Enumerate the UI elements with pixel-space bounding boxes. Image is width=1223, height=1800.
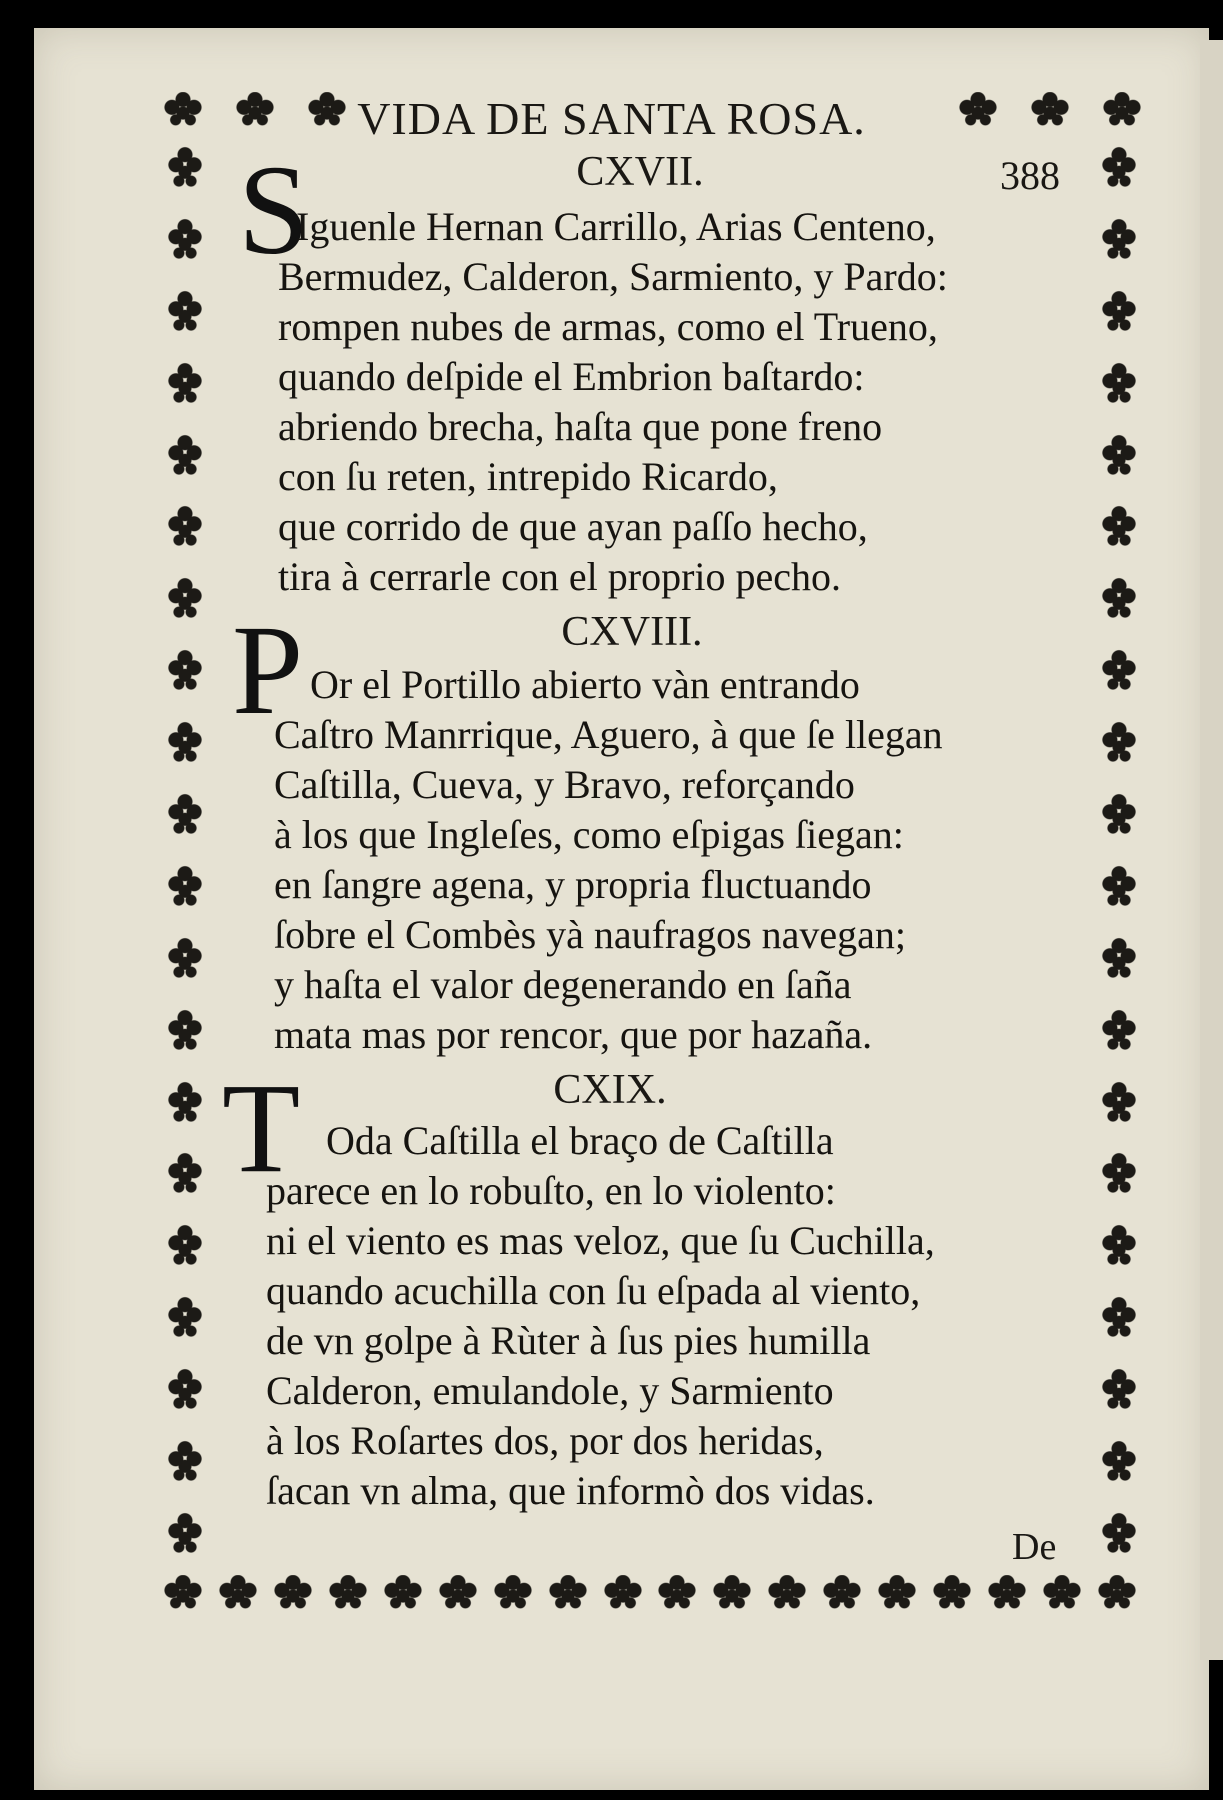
- fleuron-icon: [874, 1575, 920, 1609]
- verse-line: que corrido de que ayan paſſo hecho,: [278, 504, 868, 549]
- fleuron-icon: [166, 864, 204, 908]
- fleuron-icon: [1100, 1367, 1138, 1411]
- fleuron-icon: [490, 1575, 536, 1609]
- fleuron-icon: [166, 1151, 204, 1195]
- fleuron-icon: [166, 289, 204, 333]
- bottom-border: [160, 1575, 1140, 1609]
- fleuron-icon: [984, 1575, 1030, 1609]
- verse-line: ni el viento es mas veloz, que ſu Cuchilla,: [266, 1218, 935, 1263]
- catchword: De: [1012, 1526, 1057, 1568]
- stanza-body: [274, 710, 943, 1060]
- fleuron-icon: [929, 1575, 975, 1609]
- stanza-body: [278, 252, 948, 602]
- fleuron-icon: [1100, 504, 1138, 548]
- verse-line: Iguenle Hernan Carrillo, Arias Centeno,: [296, 204, 936, 249]
- next-page-edge: [1200, 40, 1223, 1660]
- stanza-number: CXVII.: [576, 149, 704, 195]
- verse-line: à los Roſartes dos, por dos heridas,: [266, 1418, 824, 1463]
- verse-line: Oda Caſtilla el braço de Caſtilla: [326, 1118, 834, 1163]
- fleuron-icon: [166, 648, 204, 692]
- fleuron-icon: [166, 936, 204, 980]
- fleuron-icon: [1100, 361, 1138, 405]
- fleuron-icon: [1100, 792, 1138, 836]
- drop-cap: S: [238, 139, 310, 281]
- fleuron-icon: [166, 433, 204, 477]
- fleuron-icon: [709, 1575, 755, 1609]
- fleuron-icon: [1100, 576, 1138, 620]
- verse-line: ſobre el Combès yà naufragos navegan;: [274, 912, 907, 957]
- verse-line: à los que Ingleſes, como eſpigas ſiegan:: [274, 812, 904, 857]
- stanza-body: [326, 1116, 834, 1166]
- verse-line: mata mas por rencor, que por hazaña.: [274, 1012, 873, 1057]
- fleuron-icon: [1100, 936, 1138, 980]
- fleuron-icon: [325, 1575, 371, 1609]
- fleuron-icon: [166, 720, 204, 764]
- verse-line: Calderon, emulandole, y Sarmiento: [266, 1368, 834, 1413]
- fleuron-icon: [819, 1575, 865, 1609]
- fleuron-icon: [654, 1575, 700, 1609]
- verse-line: Bermudez, Calderon, Sarmiento, y Pardo:: [278, 254, 948, 299]
- fleuron-icon: [166, 1367, 204, 1411]
- verse-line: rompen nubes de armas, como el Trueno,: [278, 304, 938, 349]
- verse-line: parece en lo robuſto, en lo violento:: [266, 1168, 836, 1213]
- fleuron-icon: [1039, 1575, 1085, 1609]
- fleuron-icon: [166, 217, 204, 261]
- left-border: [166, 145, 204, 1555]
- verse-line: Caſtro Manrrique, Aguero, à que ſe llegan: [274, 712, 943, 757]
- fleuron-icon: [764, 1575, 810, 1609]
- fleuron-icon: [166, 792, 204, 836]
- fleuron-icon: [270, 1575, 316, 1609]
- fleuron-icon: [1100, 1511, 1138, 1555]
- fleuron-icon: [166, 1223, 204, 1267]
- running-head: VIDA DE SANTA ROSA.: [357, 93, 866, 144]
- verse-line: Or el Portillo abierto vàn entrando: [310, 662, 860, 707]
- verse-line: con ſu reten, intrepido Ricardo,: [278, 454, 778, 499]
- fleuron-icon: [1100, 1151, 1138, 1195]
- verse-line: quando deſpide el Embrion baſtardo:: [278, 354, 865, 399]
- fleuron-icon: [1100, 1223, 1138, 1267]
- stanza-body: [296, 202, 936, 252]
- fleuron-icon: [166, 1439, 204, 1483]
- fleuron-icon: [1100, 1295, 1138, 1339]
- fleuron-icon: [1100, 217, 1138, 261]
- fleuron-icon: [600, 1575, 646, 1609]
- page-number: 388: [1000, 153, 1060, 198]
- drop-cap: T: [222, 1057, 301, 1199]
- fleuron-icon: [1100, 1080, 1138, 1124]
- stanza-body: [310, 660, 860, 710]
- stanza-number: CXVIII.: [561, 609, 703, 655]
- verse-line: de vn golpe à Rùter à ſus pies humilla: [266, 1318, 871, 1363]
- verse-line: abriendo brecha, haſta que pone freno: [278, 404, 883, 449]
- stanza-body: [266, 1166, 935, 1516]
- fleuron-icon: [166, 361, 204, 405]
- fleuron-icon: [166, 576, 204, 620]
- fleuron-icon: [1100, 145, 1138, 189]
- verse-line: tira à cerrarle con el proprio pecho.: [278, 554, 842, 599]
- fleuron-icon: [166, 504, 204, 548]
- fleuron-icon: [545, 1575, 591, 1609]
- fleuron-icon: [166, 145, 204, 189]
- fleuron-icon: [380, 1575, 426, 1609]
- fleuron-icon: [1100, 1439, 1138, 1483]
- verse-line: ſacan vn alma, que informò dos vidas.: [266, 1468, 875, 1513]
- fleuron-icon: [1094, 1575, 1140, 1609]
- fleuron-icon: [435, 1575, 481, 1609]
- fleuron-icon: [1100, 1008, 1138, 1052]
- fleuron-icon: [1100, 648, 1138, 692]
- verse-line: Caſtilla, Cueva, y Bravo, reforçando: [274, 762, 855, 807]
- stanza-number: CXIX.: [553, 1067, 667, 1113]
- fleuron-icon: [215, 1575, 261, 1609]
- drop-cap: P: [232, 599, 304, 741]
- fleuron-icon: [1100, 289, 1138, 333]
- fleuron-icon: [166, 1295, 204, 1339]
- fleuron-icon: [160, 1575, 206, 1609]
- fleuron-icon: [166, 1008, 204, 1052]
- fleuron-icon: [1100, 864, 1138, 908]
- right-border: [1100, 145, 1138, 1555]
- fleuron-icon: [1100, 720, 1138, 764]
- verse-line: y haſta el valor degenerando en ſaña: [274, 962, 852, 1007]
- fleuron-icon: [166, 1511, 204, 1555]
- verse-line: quando acuchilla con ſu eſpada al viento,: [266, 1268, 921, 1313]
- verse-line: en ſangre agena, y propria fluctuando: [274, 862, 872, 907]
- fleuron-icon: [166, 1080, 204, 1124]
- fleuron-icon: [1100, 433, 1138, 477]
